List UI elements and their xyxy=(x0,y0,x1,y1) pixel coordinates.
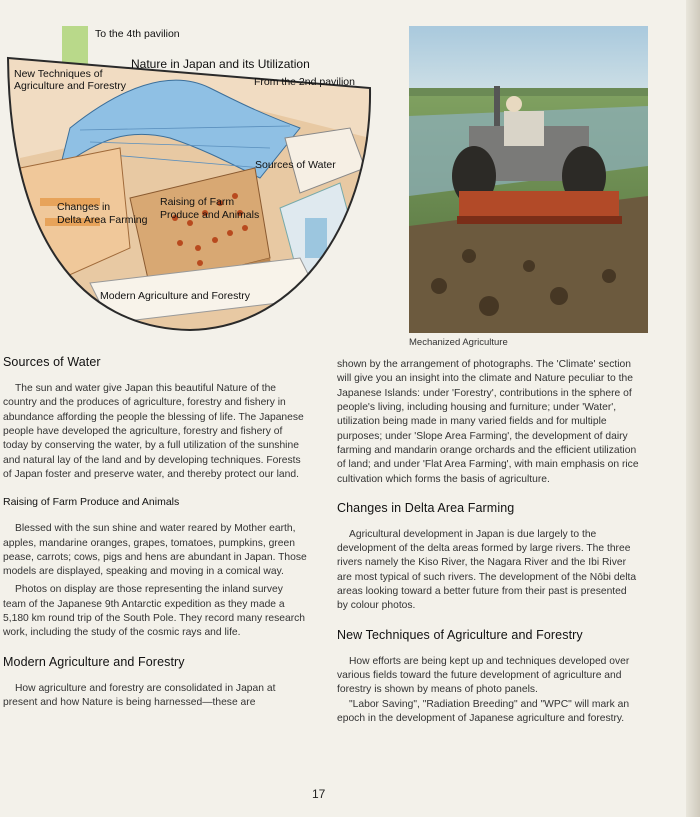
label-raising-1: Raising of Farm xyxy=(160,196,235,208)
mechanized-agriculture-photo xyxy=(409,26,648,333)
heading-new-techniques: New Techniques of Agriculture and Forestry xyxy=(337,627,583,642)
left-column xyxy=(3,355,308,710)
pavilion-diagram xyxy=(0,18,375,338)
label-changes-1: Changes in xyxy=(57,201,111,213)
paragraph-new-tech-1: How efforts are being kept up and techniques developed over various fields toward the future development of agriculture and forestry is shown by means of photo panels. xyxy=(337,655,630,696)
paragraph-sources: The sun and water give Japan this beautiful Nature of the country and the produces of agriculture, forestry and fishery in abundance affording the people the blessing of life. The Japanese people have developed the agriculture, forestry and fishery of today by conserving the water, by a full utilization of the sunshine and natural lay of the land and by developing techniques. Forests of Japan foster and preserve water, and thereby protect our land. xyxy=(3,383,304,480)
paragraph-raising-2: Photos on display are those representing the inland survey team of the Japanese 9th Antarctic expedition as they made a 5,180 km round trip of the South Pole. They record many research work, including the study of the cosmic rays and life. xyxy=(3,584,306,639)
heading-raising: Raising of Farm Produce and Animals xyxy=(3,496,180,509)
page-number: 17 xyxy=(312,787,326,801)
heading-sources-of-water: Sources of Water xyxy=(3,355,101,369)
tractor-image xyxy=(409,26,648,333)
label-raising-2: Produce and Animals xyxy=(160,209,260,221)
label-new-techniques-1: New Techniques of xyxy=(14,68,103,80)
paragraph-raising-1: Blessed with the sun shine and water reared by Mother earth, apples, mandarine oranges, grapes, tomatoes, pumpkins, green pease, carrots; cows, pigs and hens are abundant in Japan. Those models are displayed, speaking and moving in a comical way. xyxy=(3,523,307,578)
label-modern: Modern Agriculture and Forestry xyxy=(100,290,250,302)
diagram-title: Nature in Japan and its Utilization xyxy=(131,57,310,71)
paragraph-modern: How agriculture and forestry are consolidated in Japan at present and how Nature is being harnessed—these are xyxy=(3,682,276,708)
paragraph-continued: shown by the arrangement of photographs. The 'Climate' section will give you an insight into the climate and Nature peculiar to the Japanese Islands: under 'Forestry', contributions in the sphere of people's living, including housing and furniture; under 'Water', utilization being made in many varied fields and for multiple purposes; under 'Slope Area Farming', the development of dairy farming and mandarin orange orchards and the efficient utilization of land; and under 'Flat Area Farming', with main emphasis on rice cultivation which forms the basis of agriculture. xyxy=(337,359,639,485)
label-4th-pavilion: To the 4th pavilion xyxy=(95,28,180,40)
heading-modern: Modern Agriculture and Forestry xyxy=(3,654,185,669)
label-2nd-pavilion: From the 2nd pavilion xyxy=(254,76,355,88)
right-column xyxy=(337,358,639,726)
label-sources-of-water: Sources of Water xyxy=(255,159,336,171)
paragraph-delta: Agricultural development in Japan is due largely to the development of the delta areas formed by large rivers. The three rivers namely the Kiso River, the Nagara River and the Ibi River are most typical of such rivers. The development of the Nōbi delta areas looking toward a better future from their past is presented by colour photos. xyxy=(337,528,637,612)
paragraph-new-tech-2: "Labor Saving", "Radiation Breeding" and "WPC" will mark an epoch in the development of Japanese agriculture and forestry. xyxy=(337,698,630,724)
label-changes-2: Delta Area Farming xyxy=(57,214,148,226)
photo-caption: Mechanized Agriculture xyxy=(409,337,508,348)
page-edge xyxy=(686,0,700,817)
heading-delta: Changes in Delta Area Farming xyxy=(337,500,515,515)
label-new-techniques-2: Agriculture and Forestry xyxy=(14,80,127,92)
